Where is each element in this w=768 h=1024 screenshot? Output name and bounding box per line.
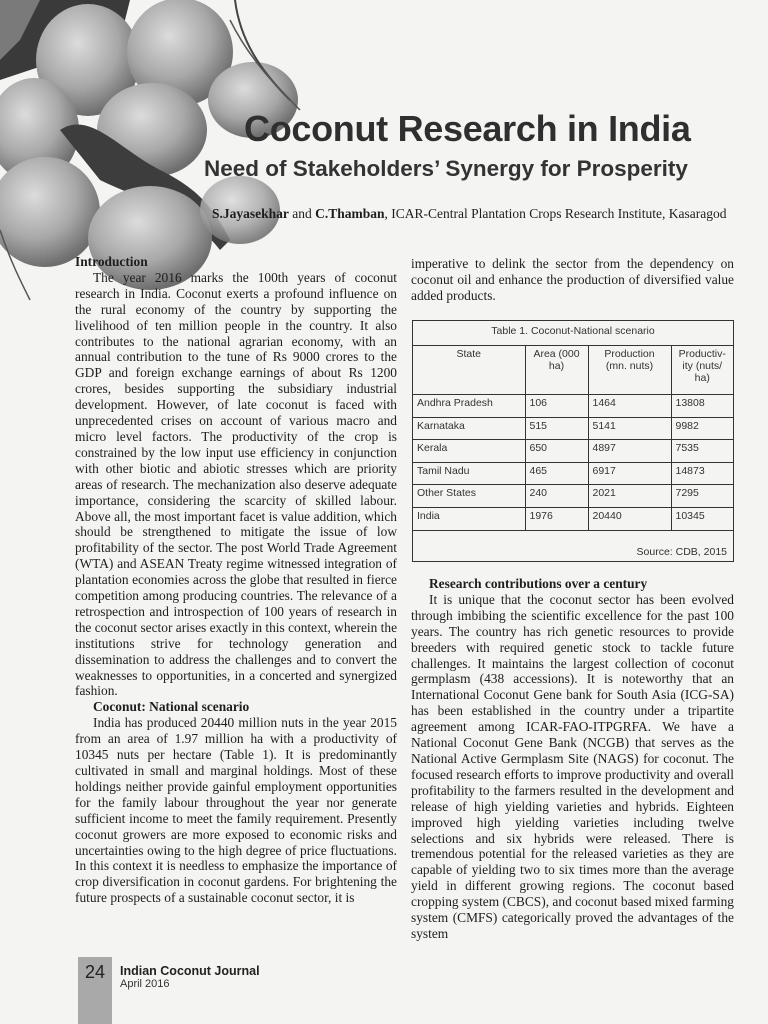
cell-state: Karnataka	[413, 417, 525, 440]
table-row	[413, 485, 733, 508]
table-row	[413, 440, 733, 463]
intro-heading: Introduction	[75, 254, 148, 269]
national-scenario-table	[412, 320, 734, 562]
cell-productivity: 13808	[671, 395, 733, 418]
cell-state: Andhra Pradesh	[413, 395, 525, 418]
right-top-paragraph: imperative to delink the sector from the dependency on coconut oil and enhance the production of diversified value added products.	[411, 256, 734, 303]
author-separator: and	[288, 206, 316, 221]
cell-productivity: 7535	[671, 440, 733, 463]
cell-state: India	[413, 507, 525, 530]
intro-paragraph: The year 2016 marks the 100th years of coconut research in India. Coconut exerts a profound influence on the rural economy of the country by supporting the livelihood of ten million people in the country. It also contributes to the national agrarian economy, with an annual contribution to the tune of Rs 9000 crores to the GDP and foreign exchange earnings of about Rs 1200 crores, besides supporting the subsidiary industrial development. However, of late coconut is faced with unprecedented crises on account of various macro and micro level factors. The productivity of the crop is constrained by the low input use efficiency in conjunction with other biotic and abiotic stresses which are priority areas of research. The mechanization also deserve adequate importance, considering the scarcity of skilled labour. Above all, the most important facet is value addition, which should be strengthened to mitigate the issue of low profitability of the sector. The post World Trade Agreement (WTA) and ASEAN Treaty regime witnessed integration of plantation economies across the globe that resulted in fierce competition among producing countries. The relevance of a retrospection and introspection of 100 years of research in the coconut sector arises exactly in this context, wherein the institutions strive for technology generation and dissemination to address the challenges and to convert the weaknesses to opportunities, in a concerted and synergized fashion.	[75, 269, 398, 699]
research-heading: Research contributions over a century	[429, 576, 648, 591]
scenario-heading: Coconut: National scenario	[93, 699, 250, 715]
cell-area: 465	[525, 462, 588, 485]
table-caption: Table 1. Coconut-National scenario	[491, 325, 655, 337]
header-area: Area (000 ha)	[525, 346, 588, 395]
research-paragraph: It is unique that the coconut sector has been evolved through imbibing the scientific excellence for the past 100 years. The country has rich genetic resources to provide breeders with required genetic stock to tackle future challenges. It maintains the largest collection of coconut germplasm (438 accessions). It is noteworthy that an International Coconut Gene bank for South Asia (ICG-SA) has been established in the country under a tripartite agreement among ICAR-FAO-ITPGRFA. We have a National Coconut Gene Bank (NCGB) that serves as the National Active Germplasm Site (NAGS) for coconut. The focused research efforts to improve productivity and overall profitability to the farmers resulted in the development and release of high yielding varieties and hybrids. Eighteen improved high yielding varieties including twelve selections and six hybrids were released. There is tremendous potential for the released varieties as they are capable of yielding two to six times more than the average yield in different growing regions. The coconut based cropping system (CBCS), and coconut based mixed farming system (CMFS) categorically proved the advantages of the system	[411, 591, 734, 941]
author-1: S.Jayasekhar	[212, 206, 289, 221]
cell-area: 1976	[525, 507, 588, 530]
scenario-paragraph: India has produced 20440 million nuts in the year 2015 from an area of 1.97 million ha with a productivity of 10345 nuts per hectare (Table 1). It is predominantly cultivated in small and marginal holdings. Most of these holdings neither provide gainful employment opportunities for the family labour throughout the year nor generate sufficient income to meet the family requirement. Presently coconut growers are more exposed to economic risks and uncertainties owing to the high degree of price fluctuations. In this context it is needless to emphasize the importance of crop diversification in coconut gardens. For brightening the future prospects of a sustainable coconut sector, it is	[75, 715, 397, 906]
journal-name: Indian Coconut Journal	[120, 964, 260, 978]
cell-state: Other States	[413, 485, 525, 508]
cell-production: 1464	[588, 395, 671, 418]
left-column	[75, 254, 397, 906]
cell-production: 20440	[588, 507, 671, 530]
cell-production: 4897	[588, 440, 671, 463]
author-line	[212, 206, 726, 222]
article-subtitle: Need of Stakeholders’ Synergy for Prosperity	[204, 156, 688, 181]
table-row	[413, 395, 733, 418]
header-productivity: Productiv-ity (nuts/ ha)	[671, 346, 733, 395]
table-source: Source: CDB, 2015	[636, 546, 727, 558]
header-production: Production (mn. nuts)	[588, 346, 671, 395]
right-column-top	[411, 256, 734, 304]
author-affiliation: , ICAR-Central Plantation Crops Research Institute, Kasaragod	[384, 206, 727, 221]
cell-production: 6917	[588, 462, 671, 485]
right-column-bottom	[411, 576, 734, 942]
cell-area: 650	[525, 440, 588, 463]
header-state: State	[413, 346, 525, 395]
page-number: 24	[78, 957, 112, 1024]
cell-area: 106	[525, 395, 588, 418]
cell-productivity: 9982	[671, 417, 733, 440]
cell-area: 515	[525, 417, 588, 440]
cell-production: 2021	[588, 485, 671, 508]
table-header-row	[413, 346, 733, 395]
issue-date: April 2016	[120, 978, 170, 990]
cell-productivity: 7295	[671, 485, 733, 508]
cell-production: 5141	[588, 417, 671, 440]
author-2: C.Thamban	[315, 206, 385, 221]
article-title: Coconut Research in India	[244, 108, 691, 149]
cell-productivity: 10345	[671, 507, 733, 530]
cell-productivity: 14873	[671, 462, 733, 485]
table-row	[413, 462, 733, 485]
cell-area: 240	[525, 485, 588, 508]
cell-state: Tamil Nadu	[413, 462, 525, 485]
data-table	[413, 345, 733, 531]
cell-state: Kerala	[413, 440, 525, 463]
table-row	[413, 507, 733, 530]
table-row	[413, 417, 733, 440]
